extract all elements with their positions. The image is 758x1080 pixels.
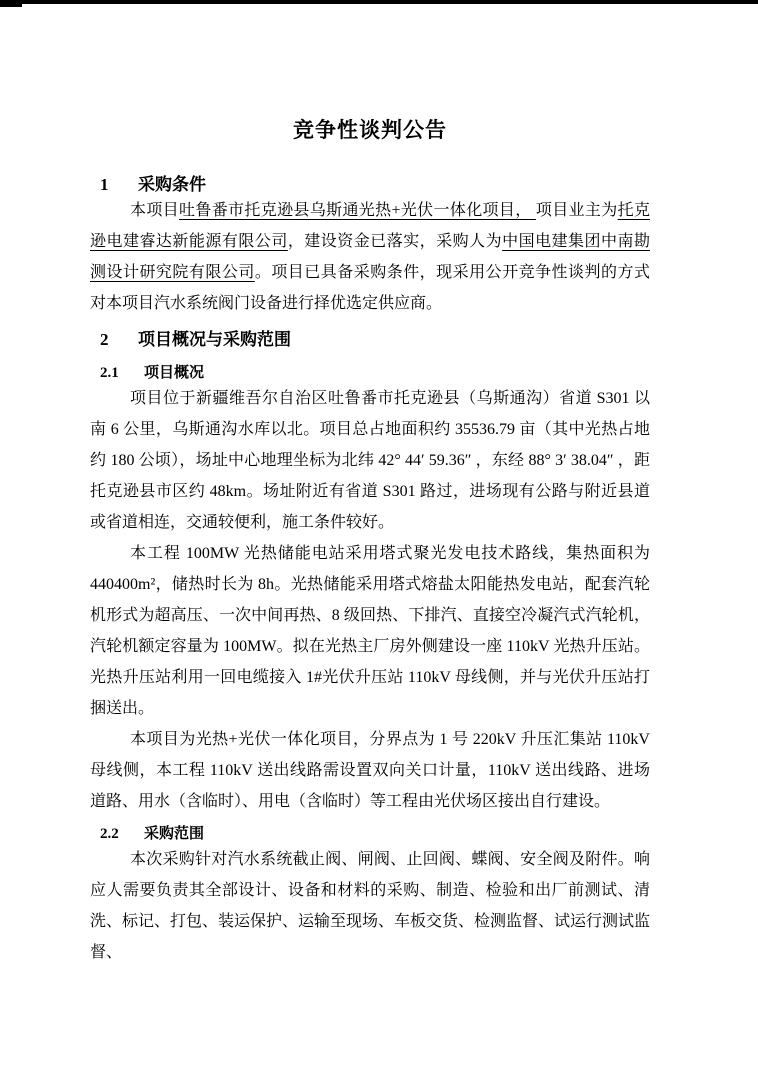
para-project-technical-description: 本工程 100MW 光热储能电站采用塔式聚光发电技术路线，集热面积为 440400m²，储热时长为 8h。光热储能采用塔式熔盐太阳能热发电站，配套汽轮机形式为超高压、一次中间再热、8 级回热、下排汽、直接空冷凝汽式汽轮机，汽轮机额定容量为 100MW。拟在光热主厂房外侧建设一座 110kV 光热升压站。光热升压站利用一回电缆接入 1#光伏升压站 110kV 母线侧，并与光伏升压站打捆送出。 [90,545,650,717]
text-segment: 。项目已具备采购条件，现采用公开竞争性谈判的方式对本项目汽水系统阀门设备进行择优选定供应商。 [90,264,650,312]
para-procurement-scope: 本次采购针对汽水系统截止阀、闸阀、止回阀、蝶阀、安全阀及附件。响应人需要负责其全部设计、设备和材料的采购、制造、检验和出厂前测试、清洗、标记、打包、装运保护、运输至现场、车板交货、检测监督、试运行测试监督、 [90,851,651,961]
heading-2-1-text: 项目概况 [144,364,205,381]
document-title: 竞争性谈判公告 [293,119,447,142]
heading-2-1-project-overview [90,363,650,383]
heading-2-2-number: 2.2 [100,826,119,842]
heading-2-project-overview-scope [90,329,650,350]
text-segment: 本项目 [130,202,180,219]
heading-1-procurement-conditions [90,174,650,195]
heading-2-2-procurement-scope [90,824,650,844]
heading-1-text: 采购条件 [138,175,206,194]
heading-2-2-text: 采购范围 [144,825,205,842]
heading-2-text: 项目概况与采购范围 [138,330,291,349]
heading-2-number: 2 [100,330,109,349]
heading-2-1-number: 2.1 [100,365,119,381]
underlined-text-segment: 中国电建集团中南勘测设计研究院有限公司 [90,233,650,281]
heading-1-number: 1 [100,175,109,194]
underlined-text-segment: 吐鲁番市托克逊县乌斯通光热+光伏一体化项目， [179,202,536,219]
text-segment: 项目业主为 [535,202,618,219]
document-content [90,0,650,968]
para-project-boundary: 本项目为光热+光伏一体化项目，分界点为 1 号 220kV 升压汇集站 110kV 母线侧，本工程 110kV 送出线路需设置双向关口计量，110kV 送出线路、进场道路、用水（含临时）、用电（含临时）等工程由光伏场区接出自行建设。 [90,731,650,810]
underlined-text-segment: 托克逊电建睿达新能源有限公司 [90,202,650,250]
para-procurement-conditions [90,195,650,319]
para-project-location: 项目位于新疆维吾尔自治区吐鲁番市托克逊县（乌斯通沟）省道 S301 以南 6 公里，乌斯通沟水库以北。项目总占地面积约 35536.79 亩（其中光热占地约 180 公顷），场址中心地理坐标为北纬 42° 44′ 59.36″ ，东经 88° 3′ 38.04″ ，距托克逊县市区约 48km。场址附近有省道 S301 路过，进场现有公路与附近县道或省道相连，交通较便利，施工条件较好。 [90,390,650,531]
text-segment: ，建设资金已落实，采购人为 [287,233,503,250]
scan-edge-artifact-corner [0,0,22,7]
